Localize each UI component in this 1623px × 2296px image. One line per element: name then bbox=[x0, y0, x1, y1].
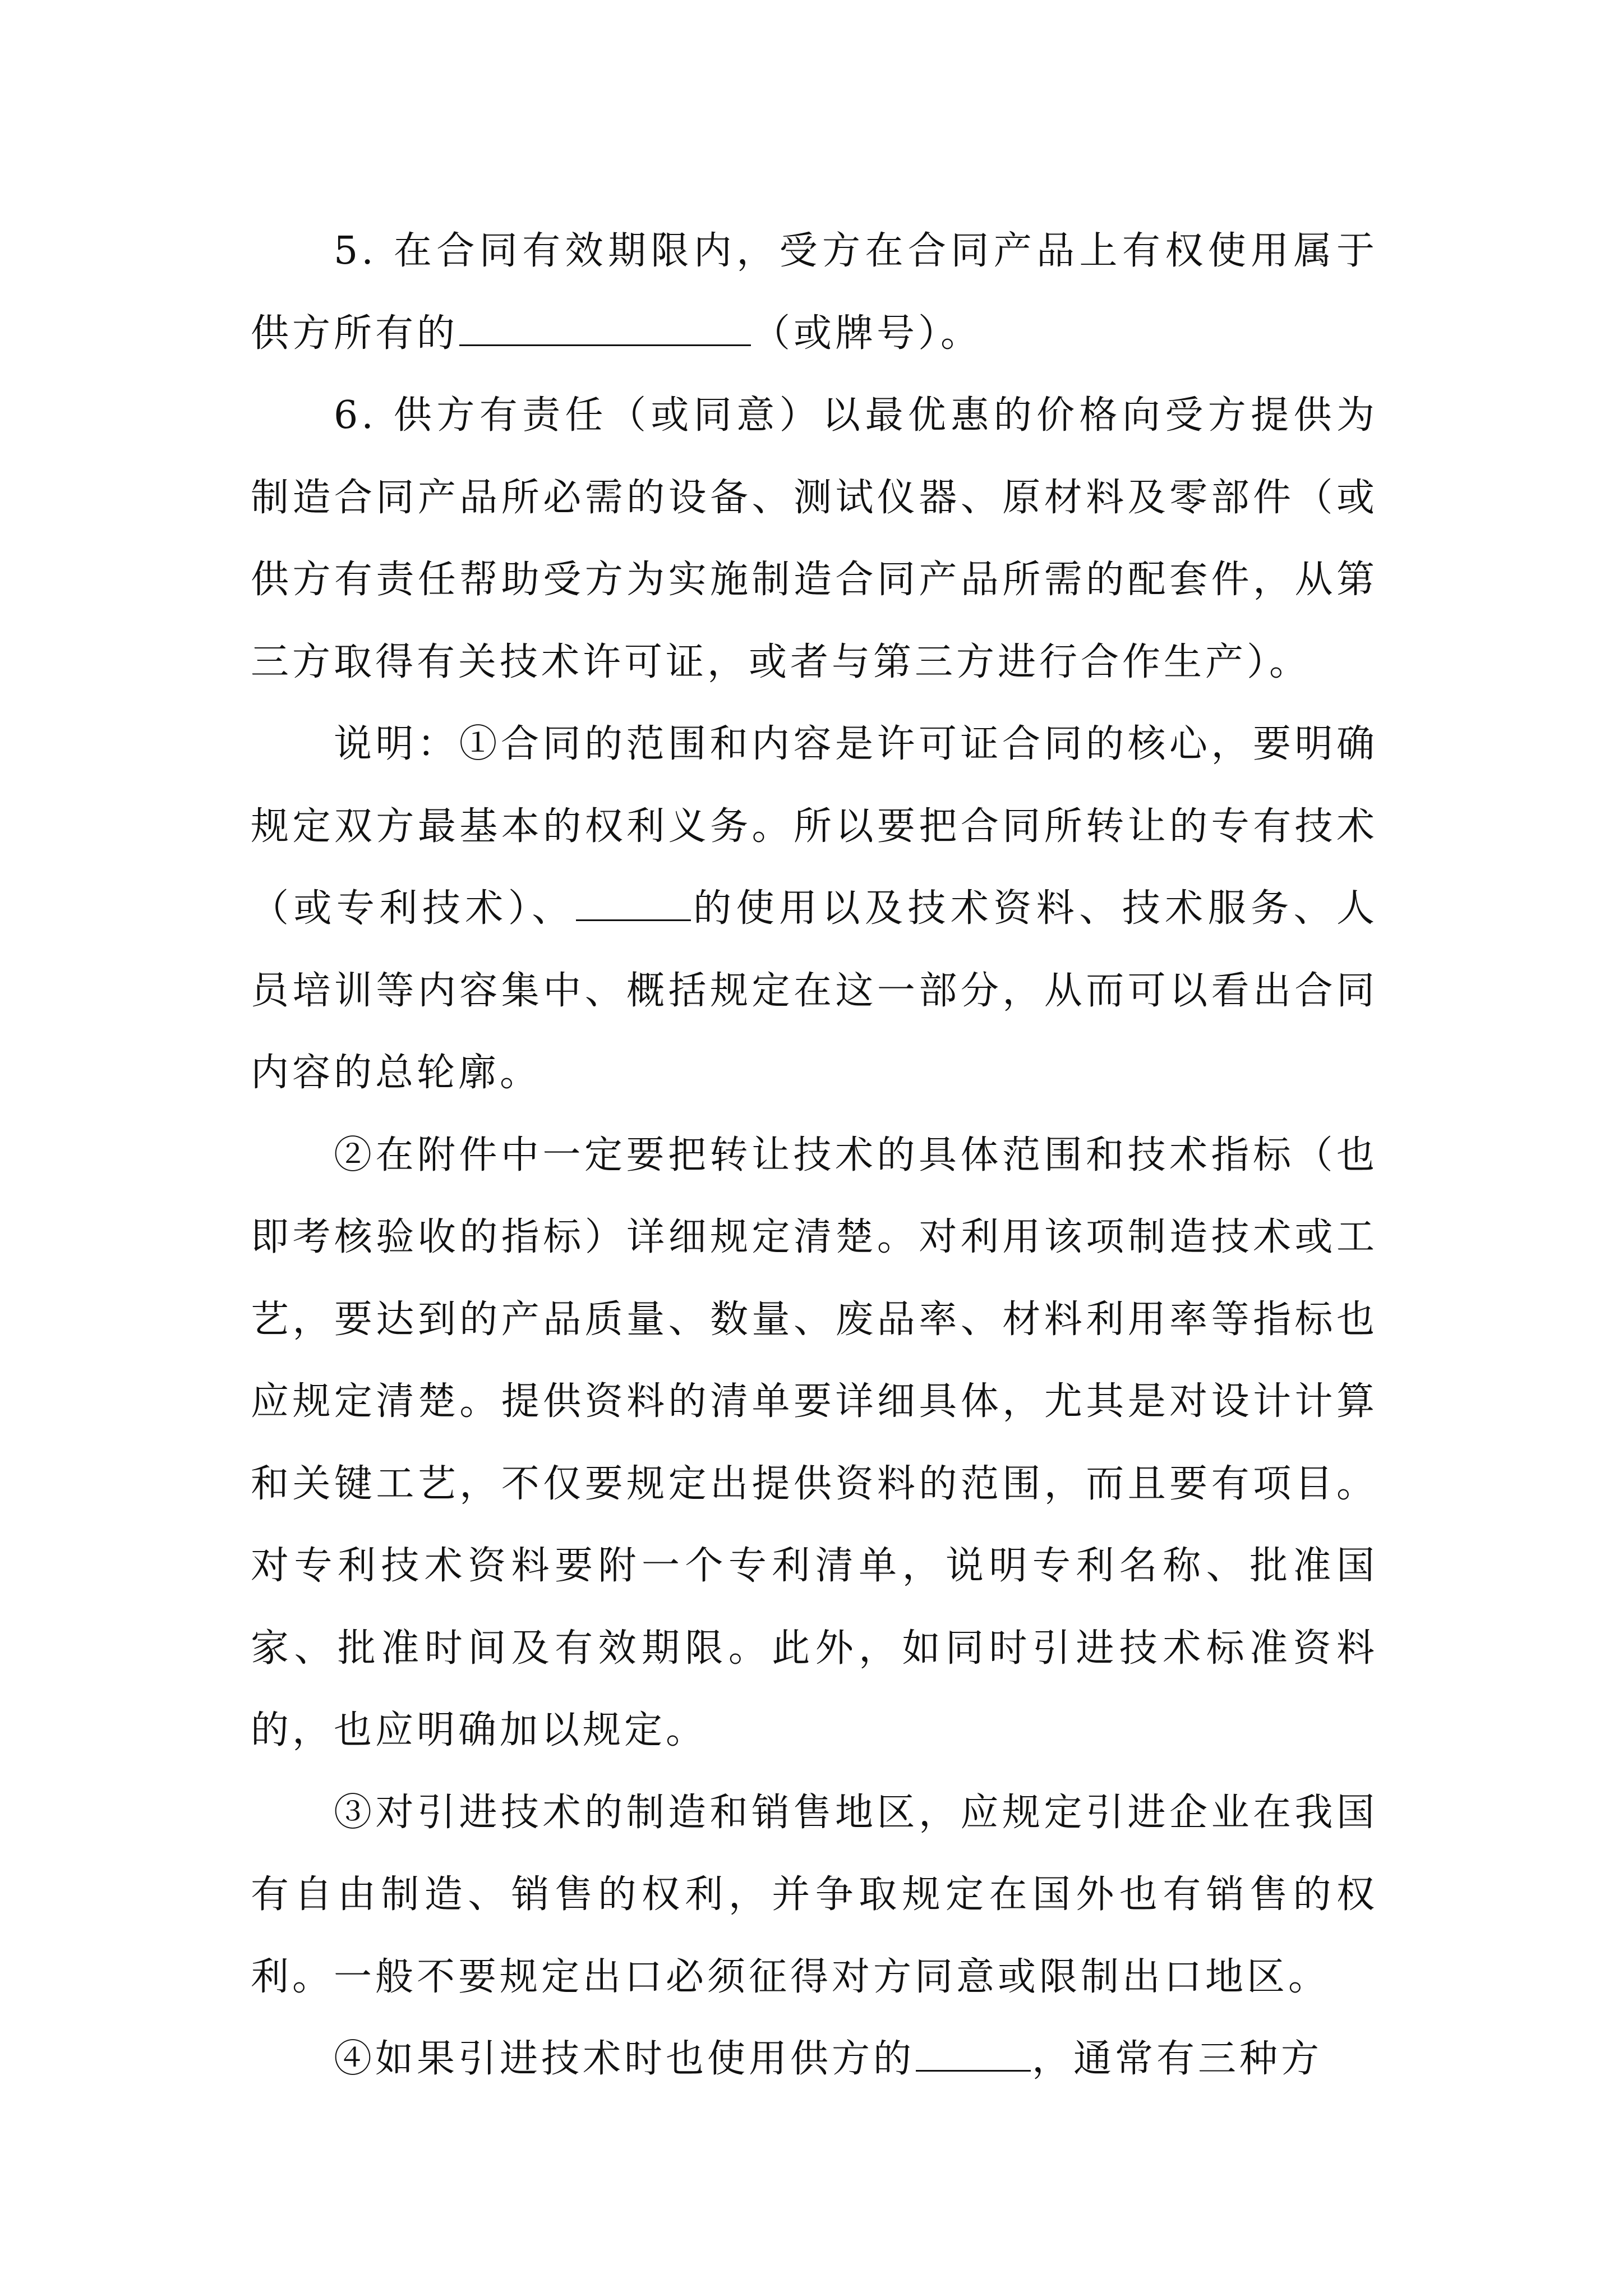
fill-in-blank bbox=[459, 311, 751, 346]
paragraph-text: 的使用以及技术资料、技术服务、人员培训等内容集中、概括规定在这一部分，从而可以看出合同内容的总轮廓。 bbox=[251, 886, 1378, 1095]
paragraph-text: （或牌号）。 bbox=[752, 311, 983, 356]
paragraph-text: 5. 在合同有效期限内，受方在合同产品上有权使用属于供方所有的 bbox=[251, 229, 1378, 356]
paragraph-text: ③对引进技术的制造和销售地区，应规定引进企业在我国有自由制造、销售的权利，并争取规定在国外也有销售的权利。一般不要规定出口必须征得对方同意或限制出口地区。 bbox=[251, 1790, 1378, 1999]
paragraph-text: 说明：①合同的范围和内容是许可证合同的核心，要明确规定双方最基本的权利义务。所以要把合同所转让的专有技术（或专利技术）、 bbox=[251, 722, 1378, 931]
paragraph-note-3 bbox=[251, 1772, 1378, 2019]
document-body bbox=[251, 210, 1378, 2101]
paragraph-text: 6. 供方有责任（或同意）以最优惠的价格向受方提供为制造合同产品所必需的设备、测试仪器、原材料及零部件（或供方有责任帮助受方为实施制造合同产品所需的配套件，从第三方取得有关技术许可证，或者与第三方进行合作生产）。 bbox=[251, 393, 1378, 684]
fill-in-blank bbox=[916, 2036, 1031, 2072]
paragraph-note-4 bbox=[251, 2018, 1378, 2101]
paragraph-text: ②在附件中一定要把转让技术的具体范围和技术指标（也即考核验收的指标）详细规定清楚。对利用该项制造技术或工艺，要达到的产品质量、数量、废品率、材料利用率等指标也应规定清楚。提供资料的清单要详细具体，尤其是对设计计算和关键工艺，不仅要规定出提供资料的范围，而且要有项目。对专利技术资料要附一个专利清单，说明专利名称、批准国家、批准时间及有效期限。此外，如同时引进技术标准资料的，也应明确加以规定。 bbox=[251, 1133, 1378, 1752]
paragraph-item-5 bbox=[251, 210, 1378, 375]
fill-in-blank bbox=[576, 886, 691, 921]
paragraph-note-2 bbox=[251, 1115, 1378, 1772]
paragraph-item-6 bbox=[251, 375, 1378, 703]
paragraph-text: ，通常有三种方 bbox=[1032, 2037, 1323, 2081]
paragraph-text: ④如果引进技术时也使用供方的 bbox=[334, 2037, 915, 2081]
paragraph-note-1 bbox=[251, 703, 1378, 1115]
